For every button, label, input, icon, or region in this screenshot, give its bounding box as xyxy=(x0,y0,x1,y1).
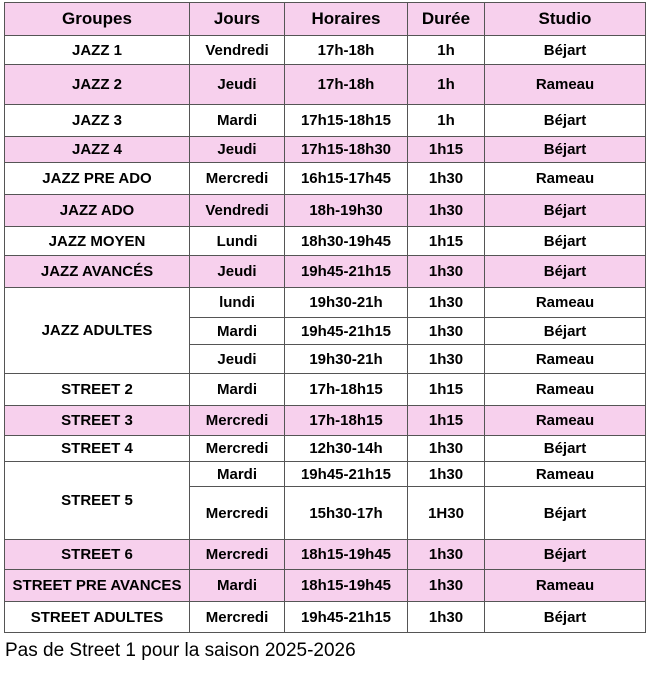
studio-cell: Béjart xyxy=(485,540,646,570)
group-cell: STREET 3 xyxy=(5,406,190,436)
duration-cell: 1h30 xyxy=(408,318,485,345)
group-cell: JAZZ MOYEN xyxy=(5,227,190,256)
duration-cell: 1h30 xyxy=(408,540,485,570)
duration-cell: 1h15 xyxy=(408,137,485,163)
header-jours: Jours xyxy=(190,3,285,36)
group-cell: STREET ADULTES xyxy=(5,602,190,633)
table-row xyxy=(5,137,646,163)
studio-cell: Béjart xyxy=(485,227,646,256)
time-cell: 16h15-17h45 xyxy=(285,163,408,195)
day-cell: Mardi xyxy=(190,462,285,487)
time-cell: 17h-18h xyxy=(285,65,408,105)
duration-cell: 1h30 xyxy=(408,462,485,487)
table-row xyxy=(5,288,646,318)
table-row xyxy=(5,227,646,256)
table-row xyxy=(5,540,646,570)
table-row xyxy=(5,374,646,406)
table-row xyxy=(5,462,646,487)
studio-cell: Rameau xyxy=(485,406,646,436)
duration-cell: 1h30 xyxy=(408,436,485,462)
group-cell: JAZZ ADULTES xyxy=(5,288,190,374)
duration-cell: 1h15 xyxy=(408,374,485,406)
studio-cell: Rameau xyxy=(485,288,646,318)
studio-cell: Béjart xyxy=(485,436,646,462)
table-row xyxy=(5,105,646,137)
group-cell: JAZZ 3 xyxy=(5,105,190,137)
day-cell: Mercredi xyxy=(190,436,285,462)
day-cell: Mardi xyxy=(190,318,285,345)
table-row xyxy=(5,406,646,436)
table-row xyxy=(5,65,646,105)
group-cell: JAZZ 2 xyxy=(5,65,190,105)
time-cell: 18h15-19h45 xyxy=(285,540,408,570)
table-row xyxy=(5,36,646,65)
day-cell: Jeudi xyxy=(190,137,285,163)
header-studio: Studio xyxy=(485,3,646,36)
time-cell: 12h30-14h xyxy=(285,436,408,462)
duration-cell: 1h30 xyxy=(408,256,485,288)
header-groupes: Groupes xyxy=(5,3,190,36)
table-row xyxy=(5,256,646,288)
studio-cell: Béjart xyxy=(485,256,646,288)
group-cell: STREET 6 xyxy=(5,540,190,570)
studio-cell: Béjart xyxy=(485,602,646,633)
footnote: Pas de Street 1 pour la saison 2025-2026 xyxy=(5,640,356,661)
table-row xyxy=(5,436,646,462)
group-cell: STREET 4 xyxy=(5,436,190,462)
time-cell: 17h15-18h15 xyxy=(285,105,408,137)
day-cell: Jeudi xyxy=(190,65,285,105)
duration-cell: 1h30 xyxy=(408,345,485,374)
day-cell: Vendredi xyxy=(190,36,285,65)
schedule-body xyxy=(5,36,646,633)
time-cell: 18h30-19h45 xyxy=(285,227,408,256)
time-cell: 17h-18h xyxy=(285,36,408,65)
day-cell: Mardi xyxy=(190,105,285,137)
table-row xyxy=(5,570,646,602)
table-row xyxy=(5,163,646,195)
duration-cell: 1h30 xyxy=(408,570,485,602)
day-cell: Vendredi xyxy=(190,195,285,227)
group-cell: STREET PRE AVANCES xyxy=(5,570,190,602)
time-cell: 17h-18h15 xyxy=(285,374,408,406)
studio-cell: Rameau xyxy=(485,462,646,487)
time-cell: 18h15-19h45 xyxy=(285,570,408,602)
group-cell: STREET 2 xyxy=(5,374,190,406)
duration-cell: 1h30 xyxy=(408,195,485,227)
day-cell: Mardi xyxy=(190,570,285,602)
day-cell: Mardi xyxy=(190,374,285,406)
day-cell: Mercredi xyxy=(190,487,285,540)
duration-cell: 1H30 xyxy=(408,487,485,540)
time-cell: 18h-19h30 xyxy=(285,195,408,227)
group-cell: JAZZ ADO xyxy=(5,195,190,227)
duration-cell: 1h xyxy=(408,36,485,65)
group-cell: JAZZ 1 xyxy=(5,36,190,65)
header-duree: Durée xyxy=(408,3,485,36)
group-cell: JAZZ 4 xyxy=(5,137,190,163)
time-cell: 19h30-21h xyxy=(285,288,408,318)
day-cell: Lundi xyxy=(190,227,285,256)
studio-cell: Béjart xyxy=(485,105,646,137)
table-row xyxy=(5,195,646,227)
duration-cell: 1h30 xyxy=(408,602,485,633)
table-row xyxy=(5,602,646,633)
day-cell: Mercredi xyxy=(190,406,285,436)
group-cell: JAZZ PRE ADO xyxy=(5,163,190,195)
day-cell: lundi xyxy=(190,288,285,318)
schedule-table xyxy=(4,2,646,633)
group-cell: JAZZ AVANCÉS xyxy=(5,256,190,288)
duration-cell: 1h30 xyxy=(408,288,485,318)
duration-cell: 1h xyxy=(408,105,485,137)
studio-cell: Rameau xyxy=(485,163,646,195)
time-cell: 19h45-21h15 xyxy=(285,462,408,487)
time-cell: 19h30-21h xyxy=(285,345,408,374)
studio-cell: Béjart xyxy=(485,318,646,345)
studio-cell: Béjart xyxy=(485,137,646,163)
studio-cell: Rameau xyxy=(485,65,646,105)
header-horaires: Horaires xyxy=(285,3,408,36)
day-cell: Jeudi xyxy=(190,256,285,288)
studio-cell: Rameau xyxy=(485,345,646,374)
time-cell: 19h45-21h15 xyxy=(285,318,408,345)
studio-cell: Béjart xyxy=(485,195,646,227)
studio-cell: Béjart xyxy=(485,487,646,540)
day-cell: Mercredi xyxy=(190,163,285,195)
time-cell: 19h45-21h15 xyxy=(285,602,408,633)
studio-cell: Béjart xyxy=(485,36,646,65)
time-cell: 19h45-21h15 xyxy=(285,256,408,288)
duration-cell: 1h15 xyxy=(408,406,485,436)
studio-cell: Rameau xyxy=(485,570,646,602)
duration-cell: 1h xyxy=(408,65,485,105)
studio-cell: Rameau xyxy=(485,374,646,406)
group-cell: STREET 5 xyxy=(5,462,190,540)
day-cell: Mercredi xyxy=(190,602,285,633)
header-row xyxy=(5,3,646,36)
day-cell: Jeudi xyxy=(190,345,285,374)
day-cell: Mercredi xyxy=(190,540,285,570)
time-cell: 17h-18h15 xyxy=(285,406,408,436)
time-cell: 17h15-18h30 xyxy=(285,137,408,163)
duration-cell: 1h30 xyxy=(408,163,485,195)
time-cell: 15h30-17h xyxy=(285,487,408,540)
duration-cell: 1h15 xyxy=(408,227,485,256)
